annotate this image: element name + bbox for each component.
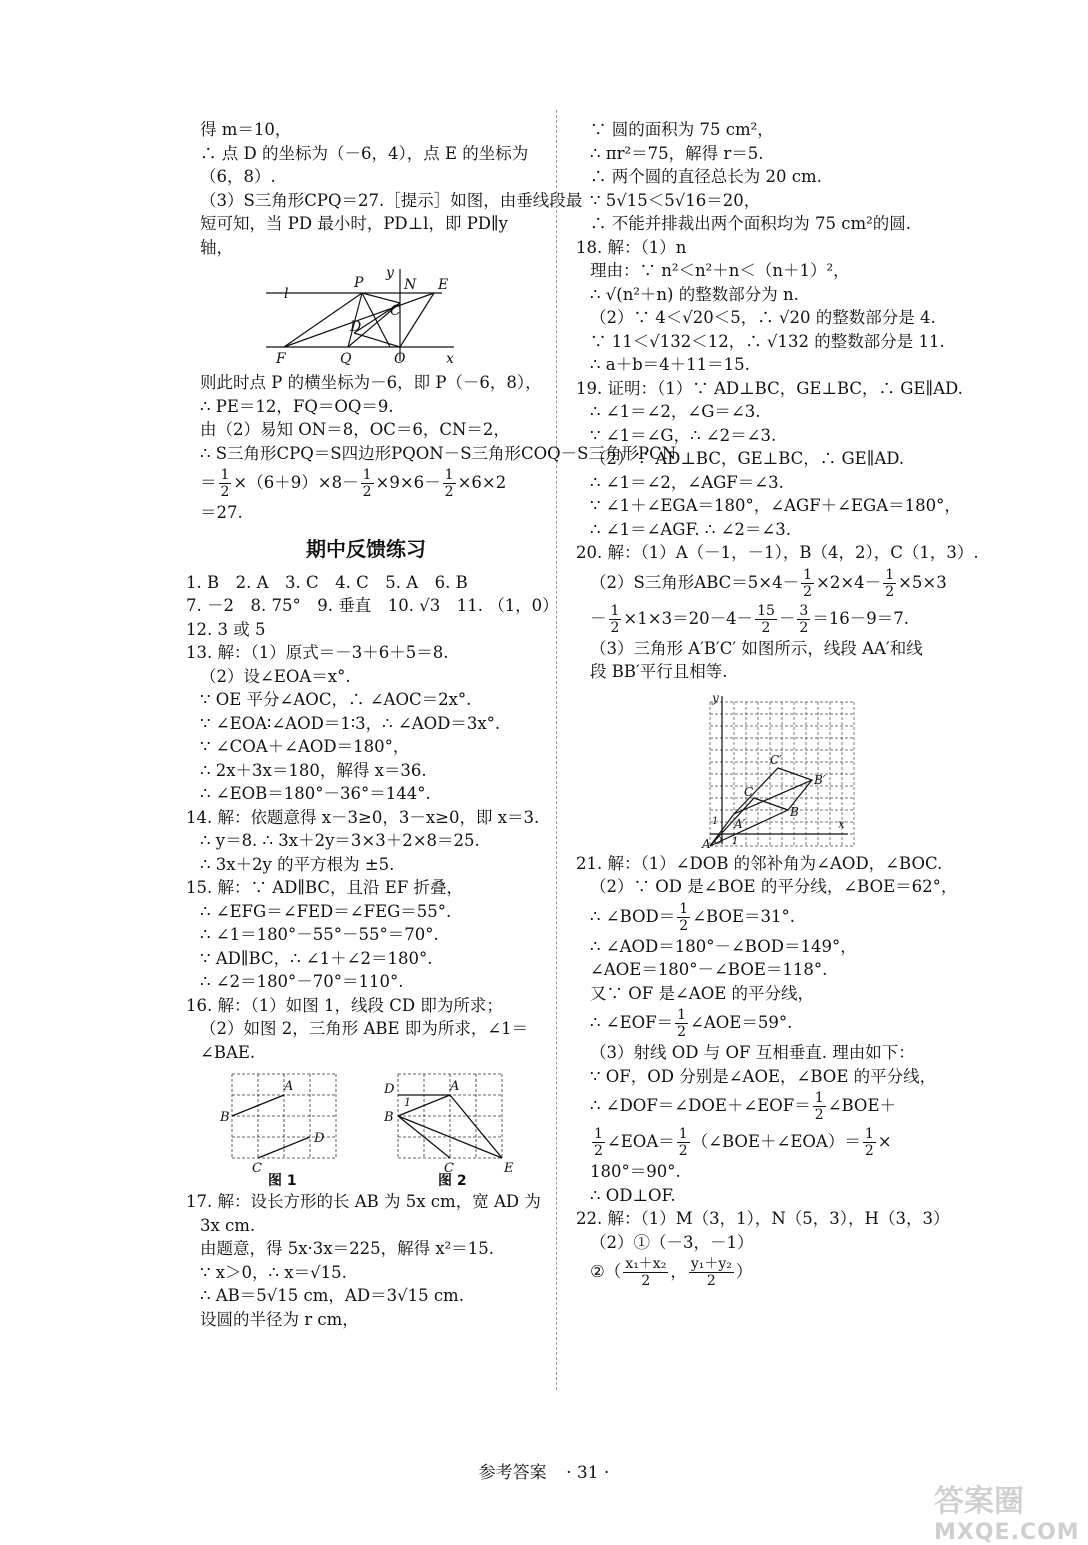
eq-text: ，	[670, 1262, 687, 1281]
frac-num: 1	[220, 467, 230, 483]
label: A	[284, 1079, 294, 1094]
label: x	[838, 816, 845, 831]
label: D	[384, 1082, 395, 1097]
right-lines-f	[576, 1160, 960, 1254]
text-line: （2）∵ OD 是∠BOE 的平分线，∠BOE＝62°，	[590, 877, 958, 896]
text-line: （2）如图 2，三角形 ABE 即为所求，∠1＝	[200, 1019, 529, 1038]
page-footer	[0, 1458, 1088, 1483]
text-line: ∴ ∠1＝∠2，∠G＝∠3.	[590, 402, 761, 421]
label: N	[404, 277, 417, 293]
frac-den: 2	[677, 1024, 687, 1040]
frac-num: y₁＋y₂	[690, 1256, 732, 1272]
fraction	[443, 467, 456, 500]
text-line: ∴ 点 D 的坐标为（－6，4），点 E 的坐标为	[200, 143, 529, 163]
text-line: 轴，	[200, 237, 233, 257]
frac-den: 2	[761, 619, 771, 636]
frac-den: 2	[362, 484, 372, 500]
fraction	[677, 901, 690, 934]
figure-1-grid	[214, 1068, 346, 1176]
frac-den: 2	[594, 1143, 603, 1159]
frac-den: 2	[610, 619, 620, 636]
right-column	[576, 118, 979, 1290]
eq-text: ∠BOE＋	[827, 1096, 897, 1115]
frac-num: 1	[362, 467, 372, 483]
bod-line	[576, 899, 960, 935]
dof-line-1	[576, 1088, 960, 1124]
text-line: 由题意，得 5x·3x＝225，解得 x²＝15.	[200, 1239, 494, 1258]
frac-num: 1	[803, 566, 813, 583]
frac-num: 1	[678, 1126, 688, 1142]
frac-den: 2	[864, 1143, 874, 1159]
label: C	[744, 784, 754, 799]
text-line: ∴ ∠2＝180°－70°＝110°.	[200, 972, 404, 991]
text-line: ∴ 3x＋2y 的平方根为 ±5.	[200, 854, 395, 874]
text-line: ∴ ∠1＝180°－55°－55°＝70°.	[200, 925, 439, 944]
text-line: ∠BAE.	[200, 1042, 256, 1062]
text-line: 1. B 2. A 3. C 4. C 5. A 6. B	[186, 572, 468, 592]
label: D	[314, 1131, 325, 1146]
text-line: ∴ 不能并排裁出两个面积均为 75 cm²的圆.	[590, 214, 911, 233]
text-line: ∴ ∠EFG＝∠FED＝∠FEG＝55°.	[200, 901, 452, 921]
eq-text: ）	[735, 1262, 753, 1281]
eq-text: ×（6＋9）×8－	[233, 473, 359, 492]
label: P	[354, 275, 364, 291]
text-line: ∴ y＝8. ∴ 3x＋2y＝3×3＋2×8＝25.	[200, 831, 480, 850]
text-line: 180°＝90°.	[590, 1162, 681, 1181]
label: C	[444, 1161, 454, 1176]
label: 1	[732, 835, 739, 847]
text-line: ∴ ∠1＝∠AGF. ∴ ∠2＝∠3.	[590, 519, 791, 539]
area-abc-line-1	[576, 565, 960, 601]
text-line: 19. 证明：（1）∵ AD⊥BC，GE⊥BC，∴ GE∥AD.	[576, 378, 963, 398]
eq-text: ＝	[200, 473, 217, 492]
text-line: ∵ ∠COA＋∠AOD＝180°，	[200, 737, 410, 756]
text-line: ∵ ∠1＝∠G，∴ ∠2＝∠3.	[590, 425, 777, 445]
text-line: 17. 解：设长方形的长 AB 为 5x cm，宽 AD 为	[186, 1192, 541, 1211]
text-line: 21. 解：（1）∠DOB 的邻补角为∠AOD，∠BOC.	[576, 853, 943, 873]
text-line: （3）S三角形CPQ＝27.［提示］如图，由垂线段最	[200, 190, 583, 210]
frac-num: x₁＋x₂	[625, 1256, 667, 1272]
eq-text: （∠BOE＋∠EOA）＝	[691, 1132, 861, 1151]
frac-den: 2	[706, 1273, 716, 1289]
grid-figures	[214, 1068, 546, 1190]
text-line: 3x cm.	[200, 1215, 256, 1235]
eof-line	[576, 1005, 960, 1041]
text-line: 14. 解：依题意得 x－3≥0，3－x≥0，即 x＝3.	[186, 807, 540, 827]
text-line: （6，8）.	[200, 167, 276, 186]
fraction	[592, 1126, 605, 1159]
watermark-logo	[934, 1476, 1080, 1545]
text-line: ∵ OE 平分∠AOC，∴ ∠AOC＝2x°.	[200, 690, 472, 709]
fraction	[689, 1256, 734, 1289]
eq-text: ∴ ∠EOF＝	[590, 1013, 674, 1032]
frac-den: 2	[814, 1107, 824, 1123]
eq-text: ∠EOA＝	[606, 1132, 675, 1151]
text-line: 得 m＝10，	[200, 120, 292, 139]
text-line: ∵ 5√15＜5√16＝20，	[590, 190, 761, 210]
midpoint-formula	[576, 1254, 960, 1290]
text-line: ∴ a＋b＝4＋11＝15.	[590, 355, 750, 374]
eq-text: －	[590, 608, 607, 628]
text-line: 7. －2 8. 75° 9. 垂直 10. √3 11. （1，0）	[186, 596, 559, 615]
label: y	[386, 265, 394, 281]
label: D	[350, 319, 362, 335]
text-line: ∵ ∠1＋∠EGA＝180°，∠AGF＋∠EGA＝180°，	[590, 496, 961, 515]
text-line: ∵ OF，OD 分别是∠AOE，∠BOE 的平分线，	[590, 1066, 937, 1086]
label: O	[714, 835, 723, 847]
label: E	[504, 1161, 514, 1176]
frac-num: 1	[610, 602, 620, 619]
label: B′	[814, 772, 826, 787]
figure-1-caption: 图 1	[268, 1173, 297, 1189]
frac-num: 15	[757, 602, 775, 619]
right-lines-b	[576, 637, 960, 684]
label: 1	[404, 1096, 411, 1109]
eq-text: ×1×3＝20－4－	[623, 608, 754, 628]
eq-text: ×2×4－	[816, 572, 882, 592]
eq-text: ×9×6－	[375, 473, 441, 492]
label: B	[220, 1110, 230, 1125]
text-line: （2）∵ 4＜√20＜5，∴ √20 的整数部分是 4.	[590, 308, 936, 327]
frac-den: 2	[678, 1143, 688, 1159]
frac-den: 2	[803, 583, 813, 600]
text-line: （2）∵ AD⊥BC，GE⊥BC，∴ GE∥AD.	[590, 449, 905, 468]
fraction	[361, 467, 374, 500]
label: A	[450, 1079, 460, 1094]
frac-den: 2	[444, 484, 454, 500]
frac-num: 1	[444, 467, 454, 483]
text-line: 又∵ OF 是∠AOE 的平分线，	[590, 983, 815, 1003]
text-line: （2）①（－3，－1）	[590, 1232, 754, 1252]
figure-coordinate-grid	[688, 688, 858, 851]
text-line: ∴ ∠1＝∠2，∠AGF＝∠3.	[590, 472, 784, 492]
text-line: ∵ 11＜√132＜12，∴ √132 的整数部分是 11.	[590, 331, 945, 351]
label: B	[384, 1110, 394, 1125]
fraction	[801, 567, 814, 600]
fraction	[675, 1007, 688, 1040]
figure-perpendicular	[258, 263, 458, 367]
text-line: ∴ AB＝5√15 cm，AD＝3√15 cm.	[200, 1286, 464, 1305]
fraction	[219, 467, 232, 500]
eq-text: ②（	[590, 1262, 622, 1281]
frac-den: 2	[641, 1273, 651, 1289]
frac-num: 1	[679, 900, 689, 917]
column-divider	[556, 110, 557, 1390]
fraction	[863, 1126, 876, 1159]
figure-2-grid	[380, 1068, 520, 1176]
text-line: ∴ √(n²＋n) 的整数部分为 n.	[590, 284, 799, 304]
fraction	[609, 603, 622, 636]
label: C	[252, 1161, 262, 1176]
page-number: · 31 ·	[566, 1463, 610, 1483]
frac-den: 2	[799, 619, 809, 636]
area-abc-line-2	[576, 601, 960, 637]
text-line: 18. 解：（1）n	[576, 237, 687, 257]
right-lines-e	[576, 1041, 960, 1088]
area-equation	[186, 465, 546, 501]
eq-text: ∠AOE＝59°.	[690, 1013, 793, 1032]
label: A	[702, 836, 711, 851]
label: 1	[712, 815, 719, 827]
text-line: 15. 解：∵ AD∥BC，且沿 EF 折叠，	[186, 878, 464, 897]
text-line: （3）射线 OD 与 OF 互相垂直. 理由如下：	[590, 1043, 915, 1062]
text-line: ∴ 2x＋3x＝180，解得 x＝36.	[200, 760, 427, 780]
text-line: ∵ x＞0，∴ x＝√15.	[200, 1262, 347, 1282]
section-title: 期中反馈练习	[306, 536, 426, 561]
text-line: ∵ ∠EOA∶∠AOD＝1∶3，∴ ∠AOD＝3x°.	[200, 713, 501, 733]
text-line: ∴ OD⊥OF.	[590, 1185, 676, 1205]
fraction	[813, 1090, 826, 1123]
frac-den: 2	[220, 484, 230, 500]
text-line: 20. 解：（1）A（－1，－1），B（4，2），C（1，3）.	[576, 543, 979, 562]
frac-den: 2	[679, 917, 689, 934]
text-line: 则此时点 P 的横坐标为－6，即 P（－6，8），	[200, 373, 542, 392]
text-line: （3）三角形 A′B′C′ 如图所示，线段 AA′和线	[590, 638, 923, 658]
figure-2-caption: 图 2	[438, 1173, 467, 1189]
footer-label: 参考答案	[478, 1463, 547, 1483]
result-line: ＝27.	[200, 503, 243, 522]
text-line: ∵ AD∥BC，∴ ∠1＋∠2＝180°.	[200, 948, 433, 968]
eq-text: ∴ ∠BOD＝	[590, 906, 676, 926]
text-line: ∴ ∠AOD＝180°－∠BOD＝149°，	[590, 936, 857, 956]
watermark-url: MXQE.COM	[934, 1520, 1080, 1545]
text-line: ∴ PE＝12，FQ＝OQ＝9.	[200, 396, 394, 416]
label: y	[712, 690, 719, 705]
frac-num: 1	[864, 1126, 874, 1142]
text-line: ∴ ∠EOB＝180°－36°＝144°.	[200, 784, 431, 803]
label: C	[390, 303, 401, 319]
text-line: （2）设∠EOA＝x°.	[200, 666, 351, 686]
frac-den: 2	[885, 583, 895, 600]
dof-line-2	[576, 1124, 960, 1160]
frac-num: 1	[594, 1126, 603, 1142]
text-line: 16. 解：（1）如图 1，线段 CD 即为所求；	[186, 995, 503, 1015]
fraction	[883, 567, 896, 600]
text-line: ∴ πr²＝75，解得 r＝5.	[590, 143, 764, 163]
label: F	[276, 351, 286, 367]
label: C′	[770, 752, 782, 767]
text-line: ∠AOE＝180°－∠BOE＝118°.	[590, 960, 828, 979]
fraction	[797, 603, 810, 636]
watermark-text: 答案圈	[934, 1484, 1024, 1519]
fraction	[755, 603, 777, 636]
left-lines-d	[186, 1190, 546, 1331]
text-line: 12. 3 或 5	[186, 619, 266, 639]
eq-text: ×6×2	[457, 473, 507, 492]
label: Q	[340, 351, 352, 367]
eq-text: ∠BOE＝31°.	[692, 906, 796, 926]
eq-text: ×	[877, 1132, 892, 1151]
right-lines-a	[576, 118, 979, 565]
label: l	[284, 286, 289, 302]
text-line: 理由：∵ n²＜n²＋n＜（n＋1）²，	[590, 261, 850, 280]
label: A′	[734, 816, 746, 831]
right-lines-d	[576, 935, 960, 1006]
text-line: 13. 解：（1）原式＝－3＋6＋5＝8.	[186, 643, 449, 662]
left-lines-c	[186, 571, 559, 1065]
fraction	[623, 1256, 668, 1289]
label: B	[790, 804, 799, 819]
frac-num: 1	[677, 1007, 687, 1023]
text-line: 段 BB′平行且相等.	[590, 662, 728, 681]
text-line: 由（2）易知 ON＝8，OC＝6，CN＝2，	[200, 420, 510, 439]
frac-num: 1	[885, 566, 895, 583]
frac-num: 3	[799, 602, 809, 619]
label: E	[438, 277, 449, 293]
text-line: 短可知，当 PD 最小时，PD⊥l，即 PD∥y	[200, 214, 508, 233]
fraction	[677, 1126, 690, 1159]
left-lines-a	[186, 118, 583, 259]
label: x	[446, 351, 454, 367]
frac-num: 1	[814, 1090, 824, 1106]
text-line: ∴ 两个圆的直径总长为 20 cm.	[590, 167, 822, 186]
text-line: 22. 解：（1）M（3，1），N（5，3），H（3，3）	[576, 1209, 950, 1228]
text-line: ∵ 圆的面积为 75 cm²，	[590, 120, 774, 139]
text-line: 设圆的半径为 r cm，	[200, 1309, 359, 1329]
eq-text: ×5×3	[898, 572, 947, 592]
eq-text: －	[778, 608, 796, 628]
eq-text: ＝16－9＝7.	[812, 608, 910, 628]
label: O	[394, 351, 406, 367]
eq-text: ∴ ∠DOF＝∠DOE＋∠EOF＝	[590, 1096, 811, 1115]
eq-text: （2）S三角形ABC＝5×4－	[590, 572, 800, 592]
text-line: ∴ S三角形CPQ＝S四边形PQON－S三角形COQ－S三角形PCN	[200, 443, 677, 463]
right-lines-c	[576, 852, 960, 899]
